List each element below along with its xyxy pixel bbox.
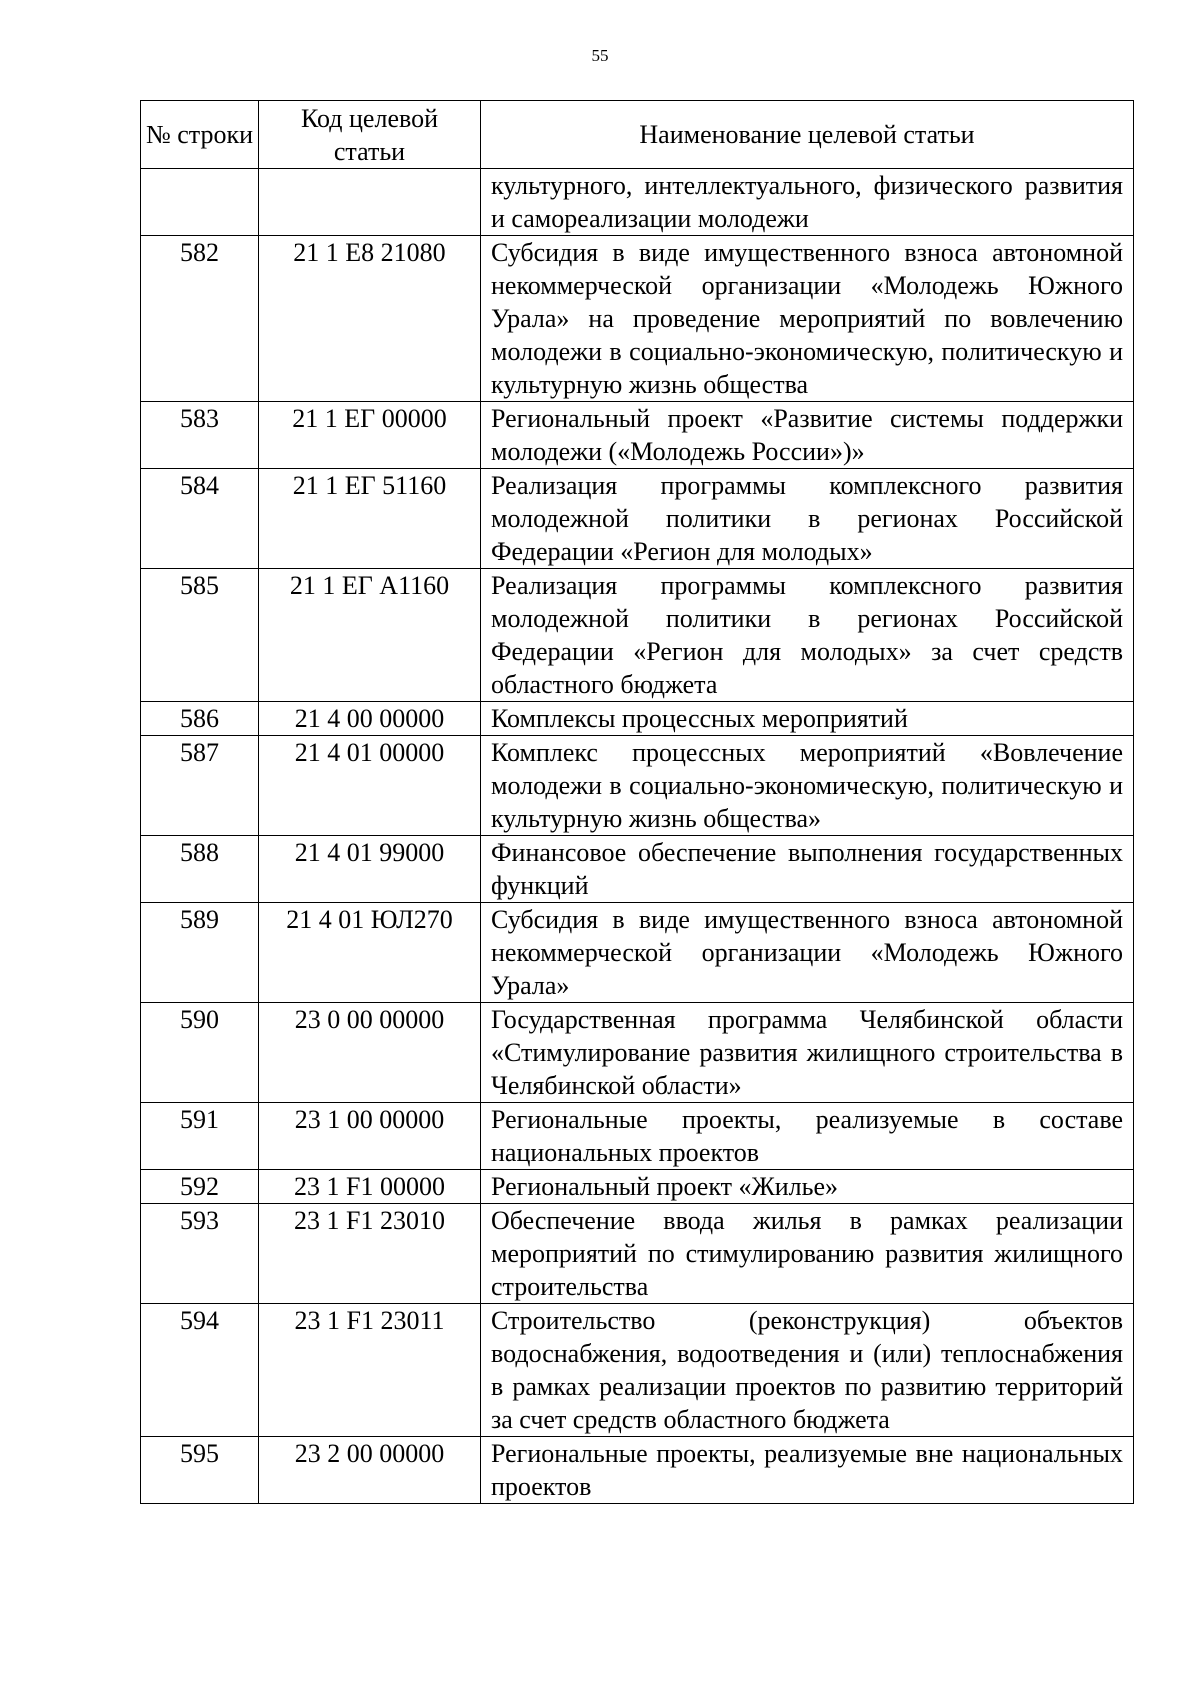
table-row bbox=[141, 1437, 1134, 1504]
header-row bbox=[141, 101, 1134, 169]
row-number-cell: 586 bbox=[141, 702, 259, 736]
code-cell: 23 1 00 00000 bbox=[259, 1103, 481, 1170]
code-cell: 23 1 F1 00000 bbox=[259, 1170, 481, 1204]
code-cell: 23 1 F1 23010 bbox=[259, 1204, 481, 1304]
name-cell: Финансовое обеспечение выполнения государственных функций bbox=[481, 836, 1134, 903]
row-number-cell: 590 bbox=[141, 1003, 259, 1103]
table-row bbox=[141, 702, 1134, 736]
name-cell: Субсидия в виде имущественного взноса автономной некоммерческой организации «Молодежь Южного Урала» bbox=[481, 903, 1134, 1003]
table-row bbox=[141, 836, 1134, 903]
header-row-number: № строки bbox=[141, 101, 259, 169]
row-number-cell: 595 bbox=[141, 1437, 259, 1504]
code-cell: 21 4 01 00000 bbox=[259, 736, 481, 836]
table-row bbox=[141, 169, 1134, 236]
table-row bbox=[141, 402, 1134, 469]
name-cell: Государственная программа Челябинской области «Стимулирование развития жилищного строительства в Челябинской области» bbox=[481, 1003, 1134, 1103]
code-cell: 21 1 ЕГ 51160 bbox=[259, 469, 481, 569]
header-name: Наименование целевой статьи bbox=[481, 101, 1134, 169]
table-row bbox=[141, 1304, 1134, 1437]
row-number-cell: 585 bbox=[141, 569, 259, 702]
header-code: Код целевой статьи bbox=[259, 101, 481, 169]
row-number-cell: 587 bbox=[141, 736, 259, 836]
name-cell: Региональный проект «Жилье» bbox=[481, 1170, 1134, 1204]
row-number-cell: 593 bbox=[141, 1204, 259, 1304]
row-number-cell bbox=[141, 169, 259, 236]
code-cell bbox=[259, 169, 481, 236]
name-cell: Субсидия в виде имущественного взноса автономной некоммерческой организации «Молодежь Южного Урала» на проведение мероприятий по вовлечению молодежи в социально-экономическую, политическую и культурную жизнь общества bbox=[481, 236, 1134, 402]
table-row bbox=[141, 1204, 1134, 1304]
name-cell: Строительство (реконструкция) объектов водоснабжения, водоотведения и (или) теплоснабжения в рамках реализации проектов по развитию территорий за счет средств областного бюджета bbox=[481, 1304, 1134, 1437]
table-row bbox=[141, 469, 1134, 569]
code-cell: 21 1 ЕГ 00000 bbox=[259, 402, 481, 469]
row-number-cell: 594 bbox=[141, 1304, 259, 1437]
target-articles-table bbox=[140, 100, 1134, 1504]
code-cell: 23 1 F1 23011 bbox=[259, 1304, 481, 1437]
row-number-cell: 591 bbox=[141, 1103, 259, 1170]
name-cell: Комплексы процессных мероприятий bbox=[481, 702, 1134, 736]
name-cell: Реализация программы комплексного развития молодежной политики в регионах Российской Федерации «Регион для молодых» за счет средств областного бюджета bbox=[481, 569, 1134, 702]
code-cell: 21 4 01 99000 bbox=[259, 836, 481, 903]
code-cell: 23 2 00 00000 bbox=[259, 1437, 481, 1504]
table-row bbox=[141, 1170, 1134, 1204]
table-row bbox=[141, 1003, 1134, 1103]
code-cell: 21 4 00 00000 bbox=[259, 702, 481, 736]
name-cell: Реализация программы комплексного развития молодежной политики в регионах Российской Федерации «Регион для молодых» bbox=[481, 469, 1134, 569]
code-cell: 21 4 01 ЮЛ270 bbox=[259, 903, 481, 1003]
table-row bbox=[141, 903, 1134, 1003]
table-row bbox=[141, 736, 1134, 836]
name-cell: культурного, интеллектуального, физического развития и самореализации молодежи bbox=[481, 169, 1134, 236]
page-number: 55 bbox=[591, 46, 609, 65]
name-cell: Обеспечение ввода жилья в рамках реализации мероприятий по стимулированию развития жилищного строительства bbox=[481, 1204, 1134, 1304]
row-number-cell: 589 bbox=[141, 903, 259, 1003]
name-cell: Региональные проекты, реализуемые в составе национальных проектов bbox=[481, 1103, 1134, 1170]
row-number-cell: 592 bbox=[141, 1170, 259, 1204]
table-row bbox=[141, 569, 1134, 702]
name-cell: Комплекс процессных мероприятий «Вовлечение молодежи в социально-экономическую, политическую и культурную жизнь общества» bbox=[481, 736, 1134, 836]
row-number-cell: 588 bbox=[141, 836, 259, 903]
code-cell: 21 1 ЕГ А1160 bbox=[259, 569, 481, 702]
table-row bbox=[141, 1103, 1134, 1170]
code-cell: 21 1 Е8 21080 bbox=[259, 236, 481, 402]
name-cell: Региональные проекты, реализуемые вне национальных проектов bbox=[481, 1437, 1134, 1504]
row-number-cell: 583 bbox=[141, 402, 259, 469]
table-row bbox=[141, 236, 1134, 402]
name-cell: Региональный проект «Развитие системы поддержки молодежи («Молодежь России»)» bbox=[481, 402, 1134, 469]
row-number-cell: 582 bbox=[141, 236, 259, 402]
code-cell: 23 0 00 00000 bbox=[259, 1003, 481, 1103]
row-number-cell: 584 bbox=[141, 469, 259, 569]
table-body bbox=[141, 169, 1134, 1504]
table-header bbox=[141, 101, 1134, 169]
